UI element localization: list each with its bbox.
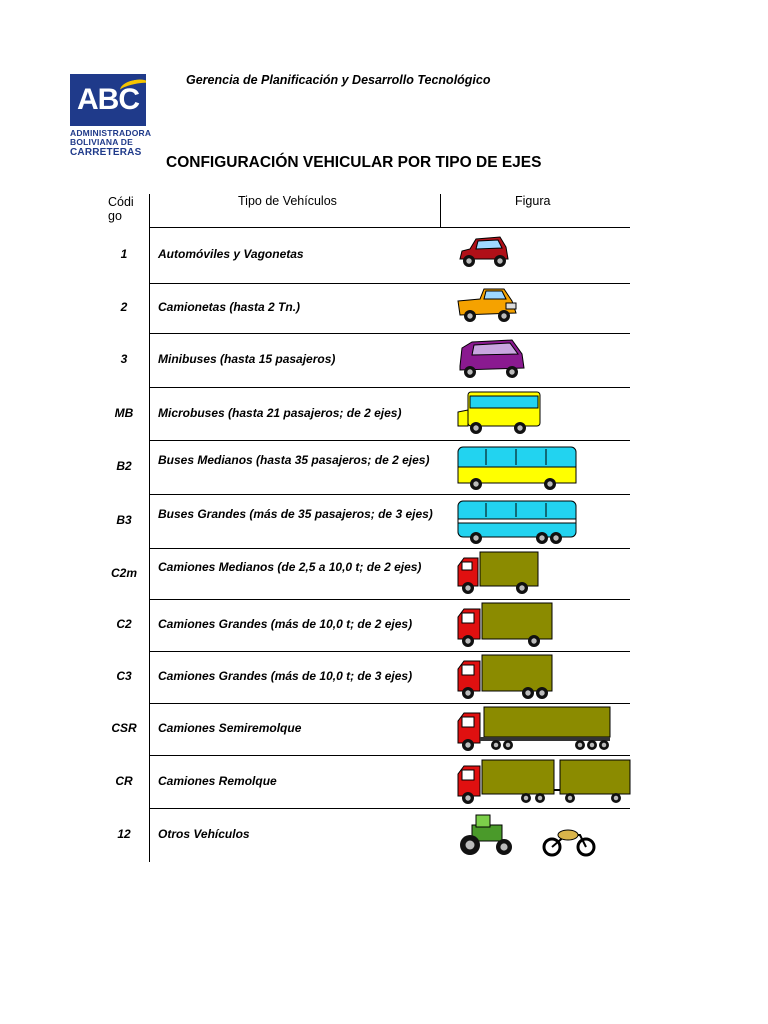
logo-mark: [70, 74, 146, 126]
truck-trailer-icon: [456, 758, 632, 809]
logo-line-2: BOLIVIANA DE: [70, 137, 134, 147]
vehicle-description: Camiones Grandes (más de 10,0 t; de 3 ejes): [158, 669, 413, 683]
table-row: [100, 703, 630, 755]
vehicle-code: 2: [120, 300, 128, 314]
vehicle-code: C3: [116, 669, 132, 683]
header-subtitle: Gerencia de Planificación y Desarrollo Tecnológico: [186, 73, 491, 87]
abc-logo: [70, 74, 152, 160]
microbus-icon: [456, 390, 544, 441]
vehicle-description: Camiones Semiremolque: [158, 721, 302, 735]
logo-caption: [70, 128, 152, 158]
vehicle-code: C2m: [110, 565, 137, 580]
table-row: [100, 548, 630, 599]
truck-3-axle-icon: [456, 653, 554, 704]
vehicle-description: Camiones Grandes (más de 10,0 t; de 2 ejes): [158, 617, 413, 631]
minibus-icon: [456, 336, 526, 385]
vehicle-description: Camiones Remolque: [158, 773, 277, 788]
header-code-line2: go: [108, 209, 122, 223]
vehicle-description: Buses Grandes (más de 35 pasajeros; de 3 ejes): [158, 507, 433, 521]
vehicle-code: CSR: [111, 721, 137, 735]
vehicle-description: Minibuses (hasta 15 pasajeros): [158, 352, 336, 366]
table-row: [100, 599, 630, 651]
table-row: [100, 333, 630, 387]
truck-medium-icon: [456, 550, 540, 601]
truck-2-axle-icon: [456, 601, 554, 652]
vehicle-code: B3: [116, 513, 132, 527]
logo-line-1: ADMINISTRADORA: [70, 128, 152, 138]
header-code: [108, 195, 148, 228]
vehicle-code: B2: [116, 459, 132, 473]
bus-medium-icon: [456, 443, 578, 496]
page-title: CONFIGURACIÓN VEHICULAR POR TIPO DE EJES: [166, 154, 542, 171]
car-icon: [456, 231, 512, 276]
table-row: [100, 283, 630, 333]
vehicle-description: Camionetas (hasta 2 Tn.): [158, 300, 301, 314]
table-row: [100, 227, 630, 283]
vehicle-table: [100, 194, 630, 862]
table-row: [100, 494, 630, 548]
vehicle-description: Otros Vehículos: [158, 827, 250, 841]
vehicle-code: MB: [114, 405, 134, 420]
header-code-line1: Códi: [108, 195, 134, 209]
vehicle-code: C2: [116, 617, 132, 631]
table-row: [100, 808, 630, 862]
header-type: Tipo de Vehículos: [238, 194, 337, 208]
header-figure: Figura: [515, 194, 551, 208]
logo-text: ABC: [77, 83, 139, 116]
logo-line-3: CARRETERAS: [70, 147, 142, 158]
vehicle-description: Microbuses (hasta 21 pasajeros; de 2 ejes): [158, 405, 402, 420]
table-row: [100, 651, 630, 703]
table-row: [100, 440, 630, 494]
bus-large-icon: [456, 497, 578, 550]
vehicle-code: 3: [120, 352, 128, 366]
logo-swoosh-icon: [119, 77, 146, 97]
tractor-motorcycle-icon: [456, 811, 602, 862]
semitrailer-icon: [456, 705, 612, 756]
vehicle-description: Camiones Medianos (de 2,5 a 10,0 t; de 2 ejes): [158, 559, 422, 574]
column-divider: [440, 194, 441, 227]
vehicle-code: 12: [117, 827, 131, 841]
vehicle-code: 1: [120, 247, 128, 261]
pickup-icon: [456, 285, 518, 330]
table-row: [100, 387, 630, 440]
vehicle-description: Automóviles y Vagonetas: [158, 247, 304, 261]
vehicle-description: Buses Medianos (hasta 35 pasajeros; de 2 ejes): [158, 453, 430, 467]
table-row: [100, 755, 630, 808]
vehicle-code: CR: [115, 773, 133, 788]
